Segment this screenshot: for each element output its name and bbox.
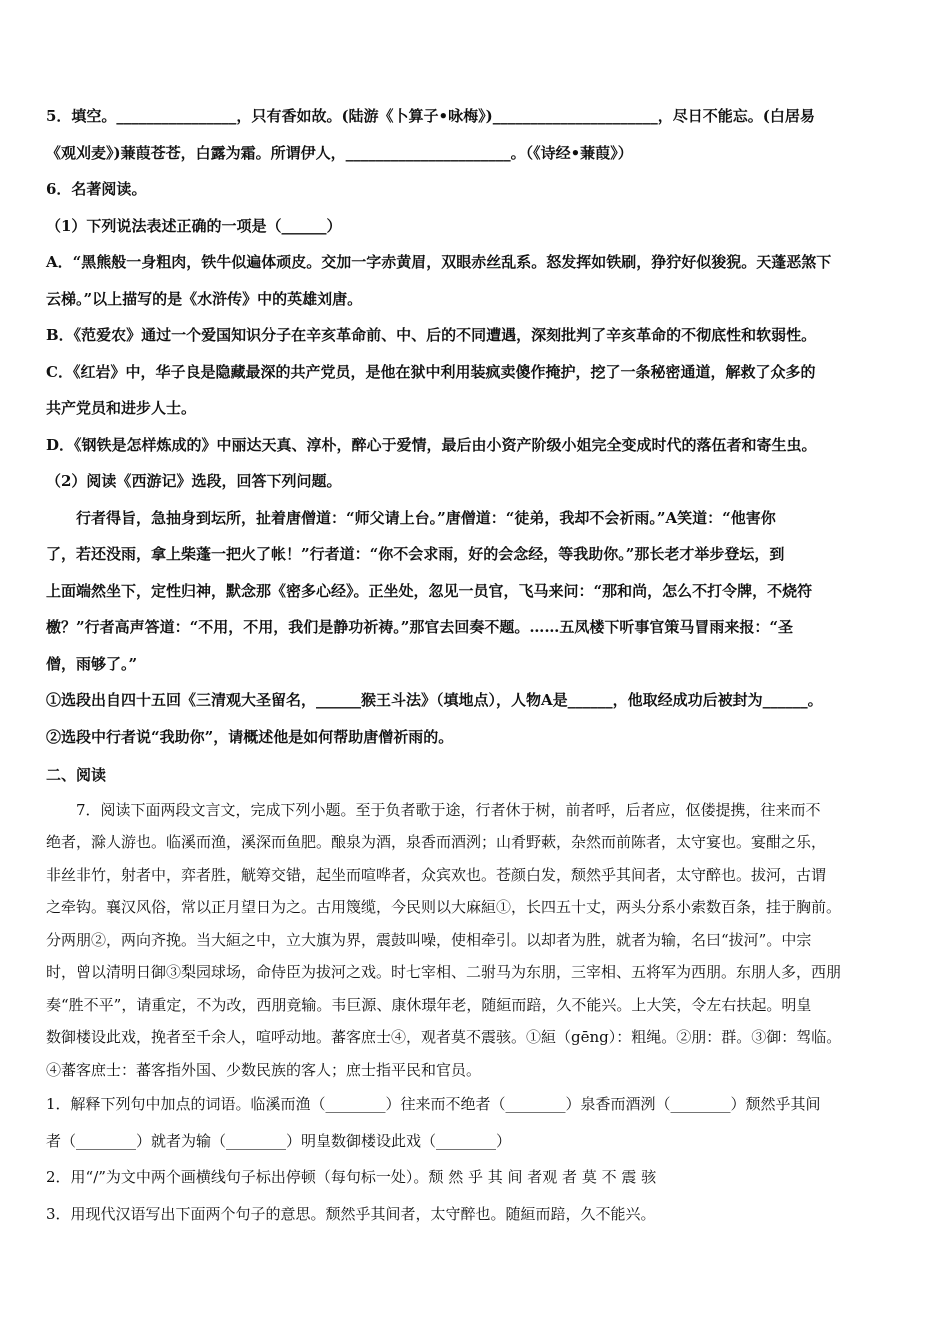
classical-line-1: 7．阅读下面两段文言文，完成下列小题。至于负者歌于途，行者休于树，前者呼，后者应，伛偻提携，往来而不 (76, 800, 821, 819)
classical-line-5: 分两朋②，两向齐挽。当大絙之中，立大旗为界，震鼓叫噪，使相牵引。以却者为胜，就者为输，名曰“拔河”。中宗 (46, 930, 812, 949)
passage-line-2: 了，若还没雨，拿上柴蓬一把火了帐！”行者道：“你不会求雨，好的会念经，等我助你。”那长老才举步登坛，到 (46, 545, 785, 563)
q6-option-d: D．《钢铁是怎样炼成的》中丽达天真、淳朴，醉心于爱情，最后由小资产阶级小姐完全变成时代的落伍者和寄生虫。 (46, 435, 817, 454)
q6-option-c-line-1: C．《红岩》中，华子良是隐藏最深的共产党员，是他在狱中利用装疯卖傻作掩护，挖了一条秘密通道，解救了众多的 (46, 362, 816, 381)
passage-line-4: 檄？”行者高声答道：“不用，不用，我们是静功祈祷。”那官去回奏不题。……五凤楼下听事官策马冒雨来报：“圣 (46, 618, 794, 636)
q6-option-b: B．《范爱农》通过一个爱国知识分子在辛亥革命前、中、后的不同遭遇，深刻批判了辛亥革命的不彻底性和软弱性。 (46, 326, 817, 344)
q5-line-1: 5．填空。________________，只有香如故。(陆游《卜算子•咏梅》)______________________，尽日不能忘。(白居易 (46, 107, 815, 125)
section-2-heading: 二、阅读 (46, 766, 107, 784)
q6-sub2: （2）阅读《西游记》选段，回答下列问题。 (46, 472, 342, 490)
classical-line-7: 奏“胜不平”，请重定，不为改，西朋竟输。韦巨源、康休璟年老，随絙而踣，久不能兴。上大笑，令左右扶起。明皇 (46, 995, 812, 1014)
classical-line-6: 时，曾以清明日御③梨园球场，命侍臣为拔河之戏。时七宰相、二驸马为东朋，三宰相、五将军为西朋。东朋人多，西朋 (46, 963, 842, 981)
passage-line-3: 上面端然坐下，定性归神，默念那《密多心经》。正坐处，忽见一员官，飞马来问：“那和尚，怎么不打令牌，不烧符 (46, 581, 813, 600)
q6-ask-1: ①选段出自四十五回《三清观大圣留名，______猴王斗法》（填地点），人物A是______，他取经成功后被封为______。 (46, 691, 823, 709)
classical-line-2: 绝者，滁人游也。临溪而渔，溪深而鱼肥。酿泉为酒，泉香而酒洌；山肴野蔌，杂然而前陈者，太守宴也。宴酣之乐， (46, 833, 827, 851)
classical-line-3: 非丝非竹，射者中，弈者胜，觥筹交错，起坐而喧哗者，众宾欢也。苍颜白发，颓然乎其间者，太守醉也。拔河，古谓 (46, 865, 827, 884)
passage-line-1: 行者得旨，急抽身到坛所，扯着唐僧道：“师父请上台。”唐僧道：“徒弟，我却不会祈雨。”A笑道：“他害你 (76, 508, 776, 527)
classical-line-9: ④蕃客庶士：蕃客指外国、少数民族的客人；庶士指平民和官员。 (46, 1060, 482, 1079)
q6-title: 6．名著阅读。 (46, 180, 147, 198)
question-3: 3．用现代汉语写出下面两个句子的意思。颓然乎其间者，太守醉也。随絙而踣，久不能兴。 (46, 1204, 656, 1223)
classical-line-4: 之牵钩。襄汉风俗，常以正月望日为之。古用篾缆，今民则以大麻絙①，长四五十丈，两头分系小索数百条，挂于胸前。 (46, 898, 842, 916)
q6-option-c-line-2: 共产党员和进步人士。 (46, 399, 197, 417)
q6-option-a-line-2: 云梯。”以上描写的是《水浒传》中的英雄刘唐。 (46, 289, 363, 308)
question-1-line-2: 者（________）就者为输（________）明皇数御楼设此戏（________） (46, 1131, 512, 1150)
q5-line-2: 《观刈麦》)蒹葭苍苍，白露为霜。所谓伊人，______________________。（《诗经•蒹葭》） (46, 143, 633, 162)
q6-sub1: （1）下列说法表述正确的一项是（______） (46, 216, 342, 235)
q6-option-a-line-1: A．“黑熊般一身粗肉，铁牛似遍体顽皮。交加一字赤黄眉，双眼赤丝乱系。怒发挥如铁刷，狰狞好似狻猊。天蓬恶煞下 (46, 253, 832, 271)
question-1-line-1: 1．解释下列句中加点的词语。临溪而渔（________）往来而不绝者（________）泉香而酒洌（________）颓然乎其间 (46, 1095, 821, 1113)
classical-line-8: 数御楼设此戏，挽者至千余人，喧呼动地。蕃客庶士④，观者莫不震骇。①絙（gēng）：粗绳。②朋：群。③御：驾临。 (46, 1028, 842, 1046)
q6-ask-2: ②选段中行者说“我助你”，请概述他是如何帮助唐僧祈雨的。 (46, 727, 454, 746)
passage-line-5: 僧，雨够了。” (46, 654, 138, 673)
question-2: 2．用“/”为文中两个画横线句子标出停顿（每句标一处）。颓 然 乎 其 间 者观 者 莫 不 震 骇 (46, 1168, 657, 1186)
